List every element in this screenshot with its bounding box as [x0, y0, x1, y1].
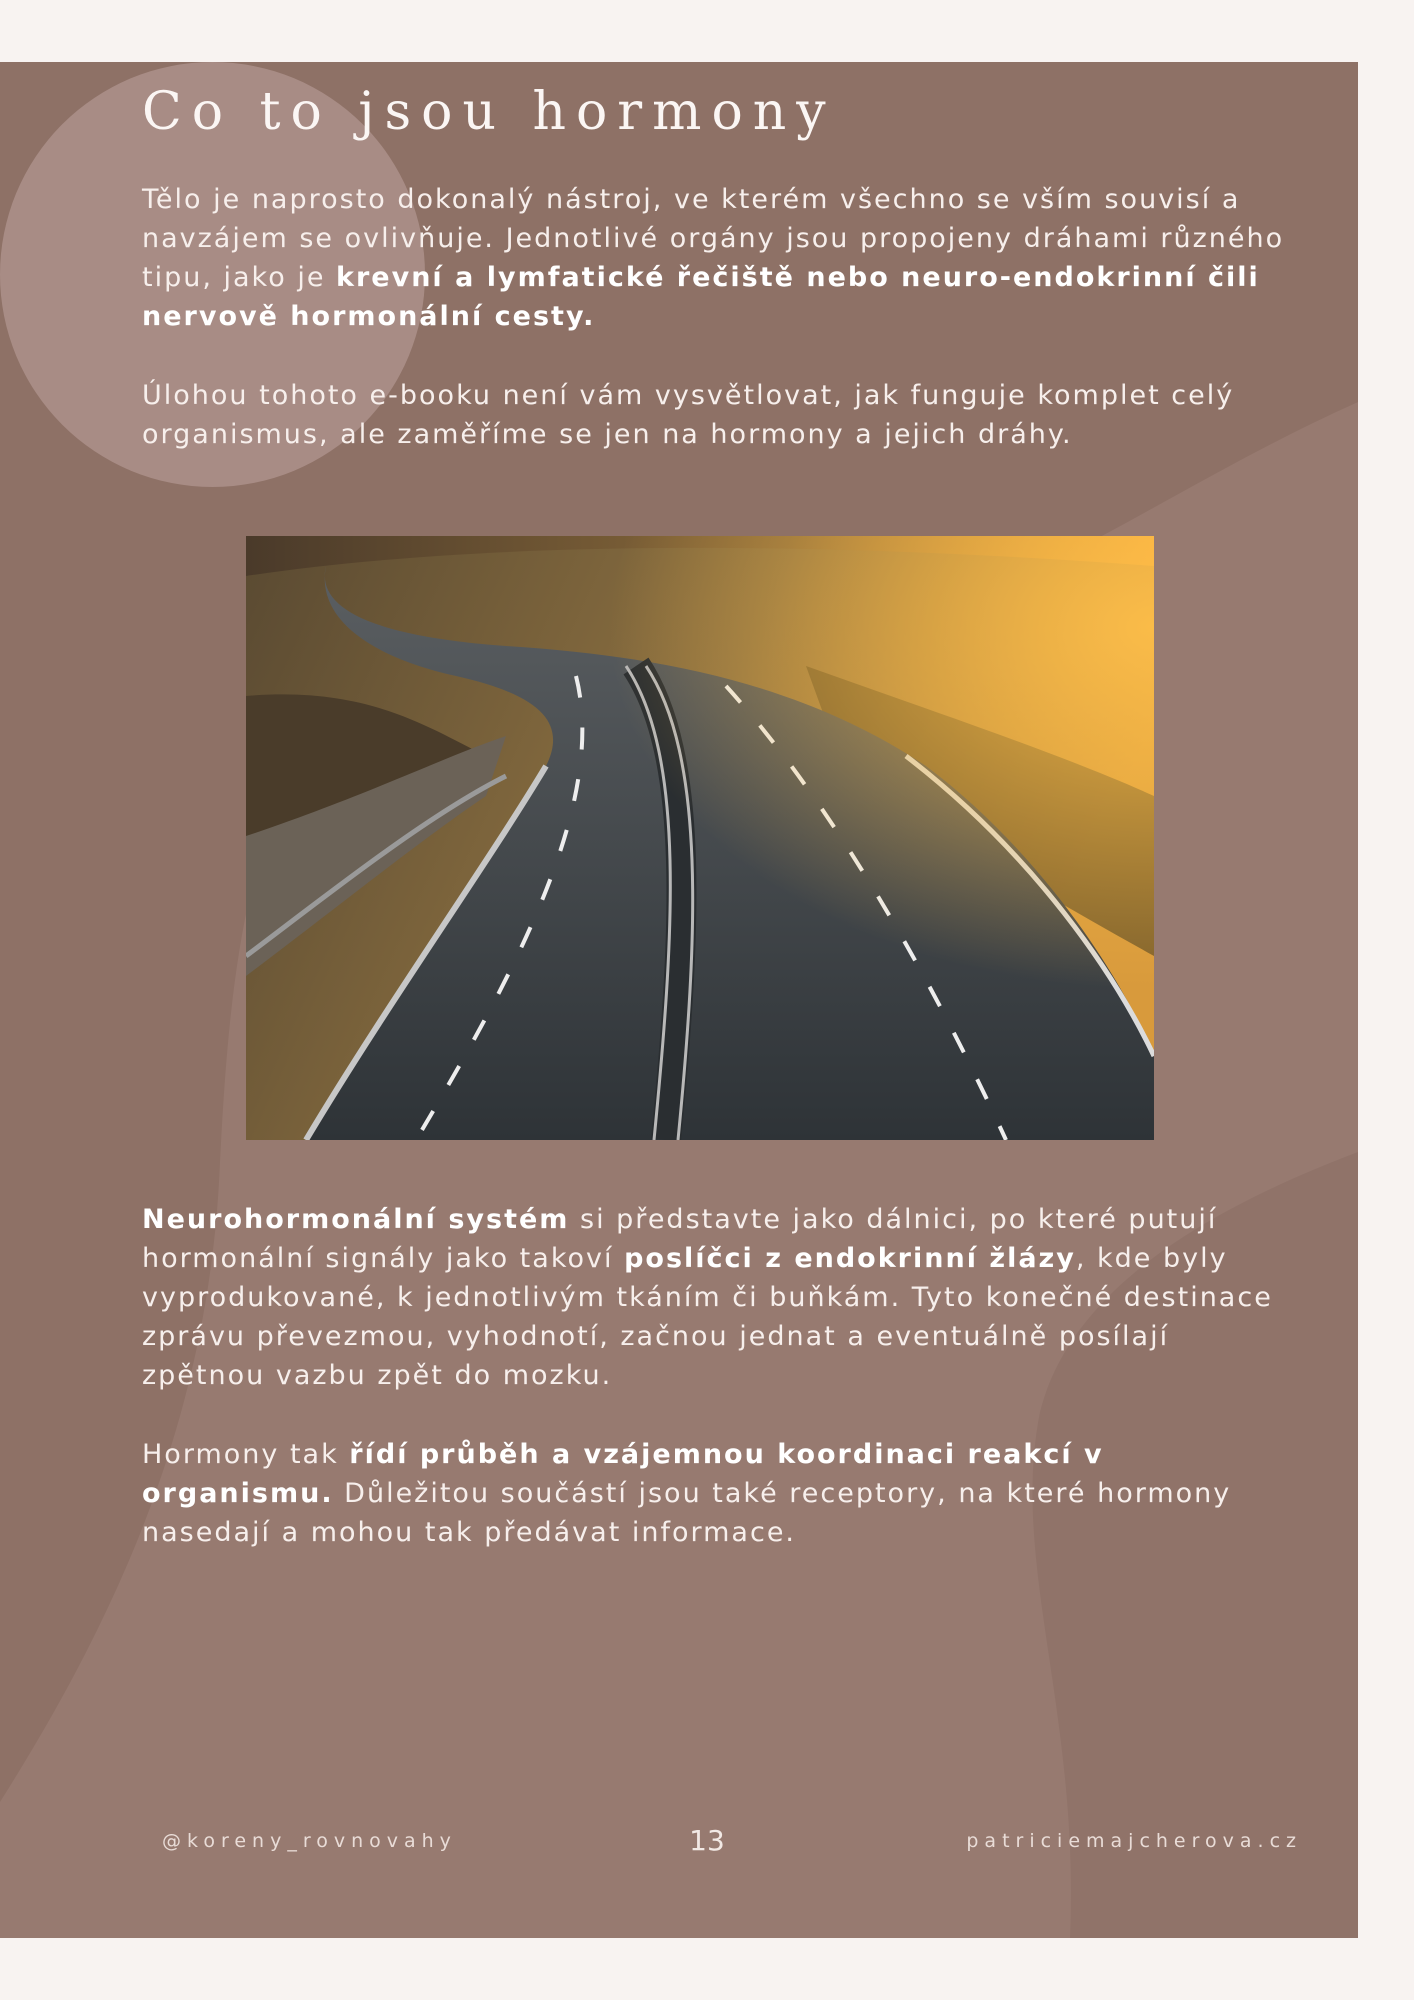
neurohormonal-text-1: si představte jako dálnici, po které putují hormonální signály jako takoví	[142, 1204, 1218, 1274]
neurohormonal-bold: Neurohormonální systém	[142, 1204, 570, 1235]
highway-photo-illustration	[246, 536, 1154, 1140]
intro-bold: krevní a lymfatické řečiště nebo neuro-endokrinní čili nervově hormonální cesty.	[142, 262, 1260, 332]
instagram-handle: @koreny_rovnovahy	[162, 1830, 457, 1852]
page-title: Co to jsou hormony	[142, 82, 836, 142]
hormones-bold: řídí průběh a vzájemnou koordinaci reakcí v organismu.	[142, 1439, 1104, 1509]
page-number: 13	[689, 1824, 725, 1857]
messengers-bold: poslíčci z endokrinní žlázy	[624, 1243, 1076, 1274]
hormones-text-2: Důležitou součástí jsou také receptory, na které hormony nasedají a mohou tak předávat informace.	[142, 1478, 1232, 1548]
hormones-paragraph	[142, 1435, 1292, 1552]
website-link: patriciemajcherova.cz	[966, 1830, 1302, 1852]
neurohormonal-text-2: , kde byly vyprodukované, k jednotlivým tkáním či buňkám. Tyto konečné destinace zprávu převezmou, vyhodnotí, začnou jednat a eventuálně posílají zpětnou vazbu zpět do mozku.	[142, 1243, 1273, 1391]
hormones-text-1: Hormony tak	[142, 1439, 350, 1470]
intro-text: Tělo je naprosto dokonalý nástroj, ve kterém všechno se vším souvisí a navzájem se ovlivňuje. Jednotlivé orgány jsou propojeny dráhami různého tipu, jako je	[142, 184, 1285, 293]
highway-photo	[246, 536, 1154, 1140]
neurohormonal-paragraph	[142, 1200, 1292, 1395]
intro-paragraph	[142, 180, 1292, 336]
ebook-purpose-paragraph: Úlohou tohoto e-booku není vám vysvětlovat, jak funguje komplet celý organismus, ale zaměříme se jen na hormony a jejich dráhy.	[142, 380, 1235, 450]
